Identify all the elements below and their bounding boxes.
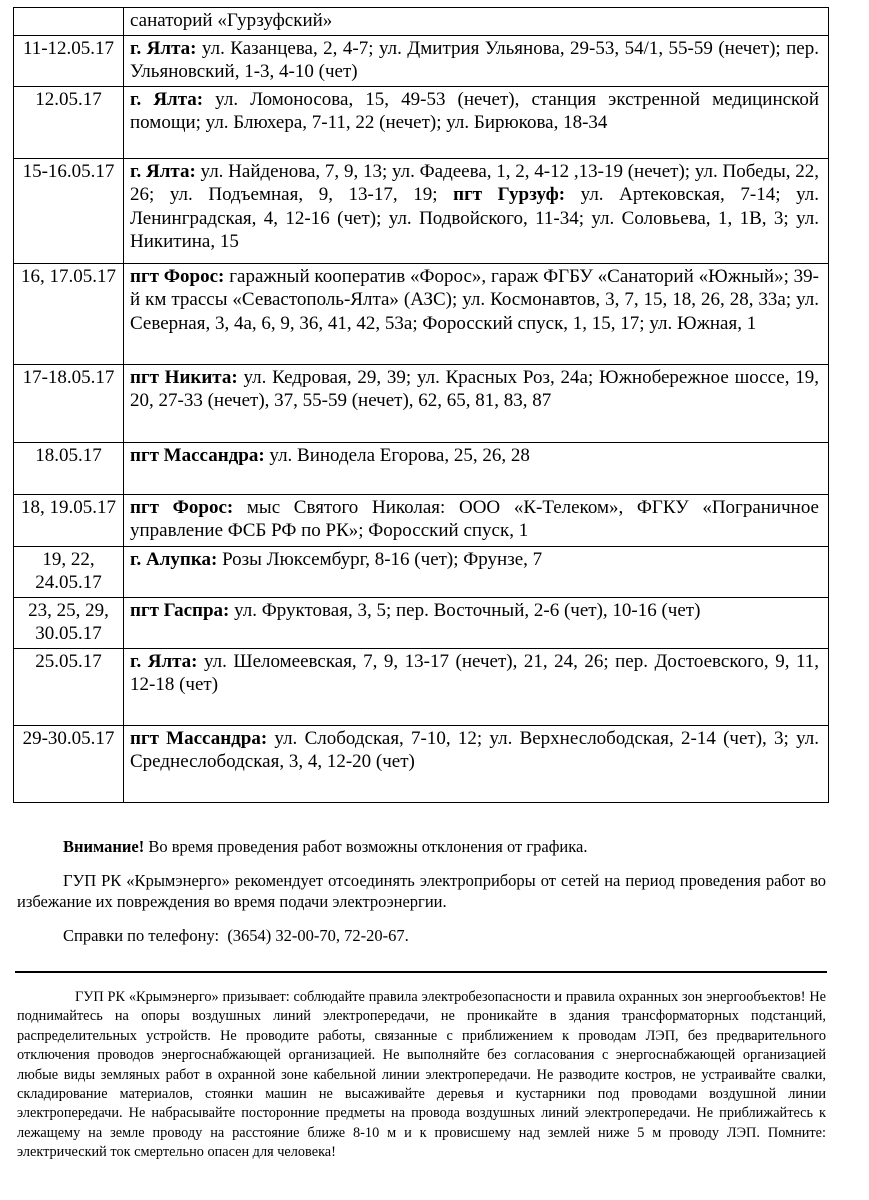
schedule-address-cell bbox=[124, 494, 829, 546]
phone-numbers: (3654) 32-00-70, 72-20-67. bbox=[227, 926, 409, 945]
schedule-address-cell bbox=[124, 648, 829, 725]
locality-label: пгт Форос: bbox=[130, 265, 225, 287]
warning-label: Внимание! bbox=[63, 837, 145, 856]
schedule-date-cell: 18.05.17 bbox=[14, 442, 124, 494]
schedule-row bbox=[14, 364, 829, 442]
divider-rule bbox=[15, 971, 827, 973]
locality-label: пгт Никита: bbox=[130, 366, 238, 388]
schedule-row bbox=[14, 648, 829, 725]
schedule-row bbox=[14, 158, 829, 263]
phone-note bbox=[17, 925, 826, 946]
schedule-address-cell bbox=[124, 364, 829, 442]
schedule-row bbox=[14, 35, 829, 86]
schedule-date-cell: 17-18.05.17 bbox=[14, 364, 124, 442]
address-text: ул. Артековская, 7-14; ул. Ленинградская, 4, 12-16 (чет); ул. Подвойского, 11-34; ул. Соловьева, 1, 1В, 3; ул. Никитина, 15 bbox=[130, 184, 819, 252]
address-text: ул. Казанцева, 2, 4-7; ул. Дмитрия Ульянова, 29-53, 54/1, 55-59 (нечет); пер. Ульяновский, 1-3, 4-10 (чет) bbox=[130, 37, 819, 82]
locality-label: пгт Гаспра: bbox=[130, 599, 230, 621]
schedule-date-cell: 16, 17.05.17 bbox=[14, 263, 124, 364]
schedule-row bbox=[14, 263, 829, 364]
schedule-row bbox=[14, 725, 829, 802]
schedule-date-cell: 19, 22, 24.05.17 bbox=[14, 546, 124, 597]
address-text: ул. Ломоносова, 15, 49-53 (нечет), станция экстренной медицинской помощи; ул. Блюхера, 7-11, 22 (нечет); ул. Бирюкова, 18-34 bbox=[130, 88, 819, 133]
schedule-date-cell: 11-12.05.17 bbox=[14, 35, 124, 86]
address-text: ул. Найденова, 7, 9, 13; ул. Фадеева, 1, 2, 4-12 ,13-19 (нечет); ул. Победы, 22, 26; ул. Подъемная, 9, 13-17, 19; bbox=[130, 160, 819, 205]
address-text: ул. Фруктовая, 3, 5; пер. Восточный, 2-6 (чет), 10-16 (чет) bbox=[229, 599, 701, 621]
schedule-date-cell: 25.05.17 bbox=[14, 648, 124, 725]
safety-footer: ГУП РК «Крымэнерго» призывает: соблюдайте правила электробезопасности и правила охранных зон энергообъектов! Не поднимайтесь на опоры воздушных линий электропередачи, не проникайте в здания трансформаторных подстанций, распределительных устройств. Не проводите работы, связанные с приближением к проводам ЛЭП, без предварительного отключения проводов энергоснабжающей организацией. Не выполняйте без согласования с энергоснабжающей организацией любые виды земляных работ в охранной зоне кабельной линии электропередачи. Не разводите костров, не устраивайте свалки, складирование материалов, стоянки машин не высаживайте деревья и кустарники под проводами воздушной линии электропередачи. Не набрасывайте посторонние предметы на провода воздушных линий электропередачи. Не приближайтесь к лежащему на земле проводу на расстояние ближе 8-10 м и к провисшему над землей ниже 5 м проводу ЛЭП. Помните: электрический ток смертельно опасен для человека! bbox=[17, 989, 826, 1161]
schedule-row bbox=[14, 546, 829, 597]
schedule-date-cell: 23, 25, 29, 30.05.17 bbox=[14, 597, 124, 648]
locality-label: г. Ялта: bbox=[130, 650, 198, 672]
warning-text: Во время проведения работ возможны отклонения от графика. bbox=[144, 837, 588, 856]
schedule-row bbox=[14, 597, 829, 648]
locality-label: г. Ялта: bbox=[130, 37, 197, 59]
address-text: Розы Люксембург, 8-16 (чет); Фрунзе, 7 bbox=[217, 548, 543, 570]
schedule-address-cell bbox=[124, 597, 829, 648]
address-text: ул. Кедровая, 29, 39; ул. Красных Роз, 24а; Южнобережное шоссе, 19, 20, 27-33 (нечет), 37, 55-59 (нечет), 62, 65, 81, 83, 87 bbox=[130, 366, 819, 411]
schedule-date-cell: 18, 19.05.17 bbox=[14, 494, 124, 546]
schedule-date-cell: 15-16.05.17 bbox=[14, 158, 124, 263]
schedule-row bbox=[14, 8, 829, 36]
locality-label: г. Ялта: bbox=[130, 160, 196, 182]
schedule-address-cell bbox=[124, 8, 829, 36]
schedule-address-cell bbox=[124, 546, 829, 597]
schedule-address-cell bbox=[124, 263, 829, 364]
locality-label: пгт Массандра: bbox=[130, 444, 265, 466]
locality-label: г. Алупка: bbox=[130, 548, 218, 570]
schedule-row bbox=[14, 494, 829, 546]
schedule-date-cell: 29-30.05.17 bbox=[14, 725, 124, 802]
outage-schedule-table bbox=[13, 7, 829, 803]
locality-label: пгт Гурзуф: bbox=[453, 184, 566, 205]
address-text: гаражный кооператив «Форос», гараж ФГБУ «Санаторий «Южный»; 39-й км трассы «Севастополь-Ялта» (АЗС); ул. Космонавтов, 3, 7, 15, 18, 26, 28, 33а; ул. Северная, 3, 4а, 6, 9, 36, 41, 42, 53а; Форосский спуск, 1, 15, 17; ул. Южная, 1 bbox=[130, 265, 819, 334]
schedule-address-cell bbox=[124, 86, 829, 158]
schedule-address-cell bbox=[124, 158, 829, 263]
schedule-row bbox=[14, 442, 829, 494]
locality-label: пгт Массандра: bbox=[130, 727, 268, 749]
notes-section bbox=[17, 836, 826, 959]
address-text: ул. Винодела Егорова, 25, 26, 28 bbox=[264, 444, 530, 466]
address-text: санаторий «Гурзуфский» bbox=[130, 10, 333, 31]
address-text: ул. Шеломеевская, 7, 9, 13-17 (нечет), 21, 24, 26; пер. Достоевского, 9, 11, 12-18 (чет) bbox=[130, 650, 819, 695]
recommendation-note: ГУП РК «Крымэнерго» рекомендует отсоединять электроприборы от сетей на период проведения работ во избежание их повреждения во время подачи электроэнергии. bbox=[17, 871, 826, 911]
locality-label: г. Ялта: bbox=[130, 88, 204, 110]
schedule-date-cell: 12.05.17 bbox=[14, 86, 124, 158]
schedule-body bbox=[14, 8, 829, 803]
schedule-address-cell bbox=[124, 725, 829, 802]
schedule-address-cell bbox=[124, 35, 829, 86]
locality-label: пгт Форос: bbox=[130, 496, 234, 518]
address-text: мыс Святого Николая: ООО «К-Телеком», ФГКУ «Пограничное управление ФСБ РФ по РК»; Форосский спуск, 1 bbox=[130, 496, 819, 541]
schedule-date-cell bbox=[14, 8, 124, 36]
address-text: ул. Слободская, 7-10, 12; ул. Верхнеслободская, 2-14 (чет), 3; ул. Среднеслободская, 3, 4, 12-20 (чет) bbox=[130, 727, 819, 772]
schedule-address-cell bbox=[124, 442, 829, 494]
schedule-row bbox=[14, 86, 829, 158]
warning-note bbox=[17, 836, 826, 857]
phone-label: Справки по телефону: bbox=[63, 926, 220, 945]
